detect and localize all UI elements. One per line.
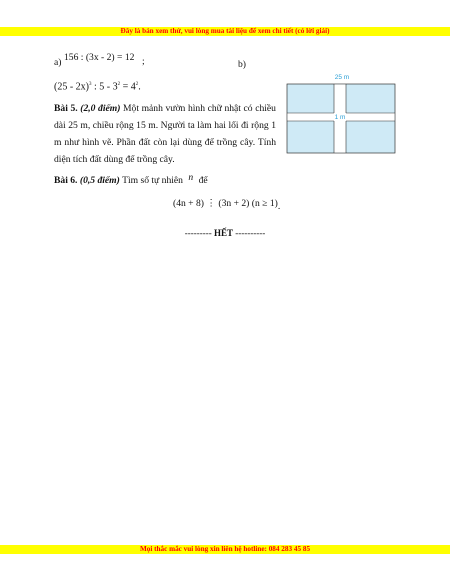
bai6-line [54, 172, 208, 187]
preview-banner: Đây là bản xem thử, vui lòng mua tài liệu để xem chi tiết (có lời giải) [0, 27, 450, 36]
hotline-footer: Mọi thắc mắc vui lòng xin liên hệ hotline: 084 283 45 85 [0, 545, 450, 554]
equation-a2: (25 - 2x)$^3$ : $5 - 3^2 = 4^2$. [54, 81, 141, 93]
path-width-label: 1 m [334, 114, 346, 122]
part-a-label: a) [54, 57, 62, 68]
length-label: 25 m [334, 74, 350, 81]
bai6-title: Bài 6. [54, 175, 78, 186]
bai6-tail: để [198, 175, 208, 186]
equation-a1: 156 : (3x - 2) = 12 [64, 52, 135, 63]
bai6-body: Tìm số tự nhiên [122, 175, 183, 186]
bai5-title: Bài 5. [54, 103, 78, 114]
equation-separator: ; [142, 56, 145, 67]
bai5-paragraph [54, 100, 276, 168]
bai6-variable: n [188, 172, 194, 183]
bai6-points: (0,5 điểm) [79, 175, 120, 186]
part-b-label: b) [238, 59, 246, 70]
bai6-formula: (4n + 8) ⋮ (3n + 2) (n ≥ 1). [173, 198, 281, 212]
garden-figure [286, 72, 396, 154]
bai5-points: (2,0 điểm) [80, 103, 121, 114]
end-marker: --------- HẾT ---------- [184, 228, 266, 238]
bai5-body: Một mảnh vườn hình chữ nhật có chiều dài 25 m, chiều rộng 15 m. Người ta làm hai lối đi rộng 1 m như hình vẽ. Phần đất còn lại dùng để trồng cây. Tính diện tích đất dùng để trồng cây. [54, 103, 276, 165]
